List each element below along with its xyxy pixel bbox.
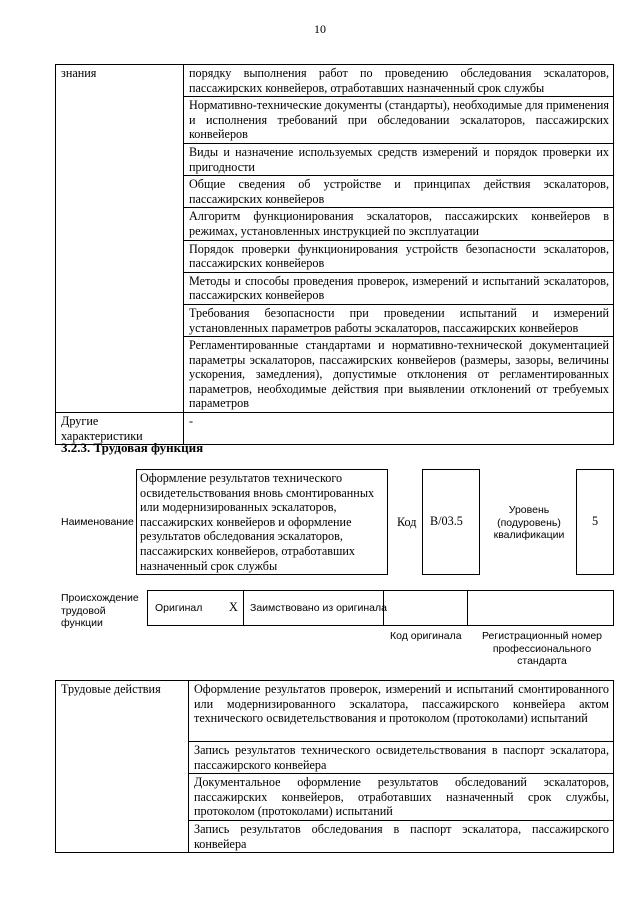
reg-number-caption: Регистрационный номер профессионального стандарта [482, 630, 602, 667]
name-label: Наименование [61, 516, 134, 528]
action-item: Запись результатов технического освидетельствования в паспорт эскалатора, пассажирского конвейера [189, 742, 614, 774]
knowledge-item: Методы и способы проведения проверок, измерений и испытаний эскалаторов, пассажирских конвейеров [184, 272, 614, 304]
code-original-caption: Код оригинала [390, 630, 462, 642]
row-label-actions: Трудовые действия [56, 681, 189, 853]
level-box [576, 469, 614, 575]
level-value: 5 [592, 514, 599, 528]
origin-label: Происхождение трудовой функции [61, 592, 139, 629]
code-label: Код [397, 515, 417, 529]
table-row [56, 681, 614, 742]
divider [243, 590, 244, 626]
section-heading: 3.2.3. Трудовая функция [61, 440, 204, 455]
divider [467, 590, 468, 626]
other-value: - [184, 413, 614, 445]
action-item: Документальное оформление результатов обследований эскалаторов, пассажирских конвейеров, отработавших назначенный срок службы, протоколом (протоколами) испытаний [189, 774, 614, 821]
code-value: В/03.5 [430, 514, 463, 528]
knowledge-item: Нормативно-технические документы (стандарты), необходимые для применения и исполнения требований при обследовании эскалаторов, пассажирских конвейеров [184, 97, 614, 144]
table-row [56, 65, 614, 97]
original-label: Оригинал [155, 602, 203, 614]
knowledge-item: Общие сведения об устройстве и принципах действия эскалаторов, пассажирских конвейеров [184, 176, 614, 208]
knowledge-table [55, 64, 614, 445]
knowledge-item: Порядок проверки функционирования устройств безопасности эскалаторов, пассажирских конвейеров [184, 240, 614, 272]
page-number: 10 [314, 22, 326, 36]
row-label-knowledge: знания [56, 65, 184, 413]
function-name: Оформление результатов технического освидетельствования вновь смонтированных или модернизированных эскалаторов, пассажирских конвейеров и оформление результатов обследования эскалаторов, пассажирских конвейеров, отработавших назначенный срок службы [140, 471, 375, 573]
knowledge-item: порядку выполнения работ по проведению обследования эскалаторов, пассажирских конвейеров, отработавших назначенный срок службы [184, 65, 614, 97]
original-mark: X [229, 600, 238, 614]
knowledge-item: Алгоритм функционирования эскалаторов, пассажирских конвейеров в режимах, установленных инструкцией по эксплуатации [184, 208, 614, 240]
function-name-box [136, 469, 388, 575]
knowledge-item: Требования безопасности при проведении испытаний и измерений установленных параметров работы эскалаторов, пассажирских конвейеров [184, 304, 614, 336]
action-item: Запись результатов обследования в паспорт эскалатора, пассажирского конвейера [189, 820, 614, 852]
labor-actions-table [55, 680, 614, 853]
borrowed-label: Заимствовано из оригинала [250, 602, 387, 614]
row-label-other: Другие характеристики [56, 413, 184, 445]
code-box [422, 469, 480, 575]
action-item: Оформление результатов проверок, измерений и испытаний смонтированного или модернизированного эскалатора, пассажирского конвейера актом технического освидетельствования и протоколом (протоколами) испытаний [189, 681, 614, 742]
level-label: Уровень (подуровень) квалификации [493, 504, 565, 541]
knowledge-item: Виды и назначение используемых средств измерений и порядок проверки их пригодности [184, 143, 614, 175]
knowledge-item: Регламентированные стандартами и нормативно-технической документацией параметры эскалаторов, пассажирских конвейеров (размеры, зазоры, величины ускорения, замедления), допустимые отклонения от регламентированных параметров, необходимые действия при выявлении отклонений от требуемых параметров [184, 337, 614, 413]
